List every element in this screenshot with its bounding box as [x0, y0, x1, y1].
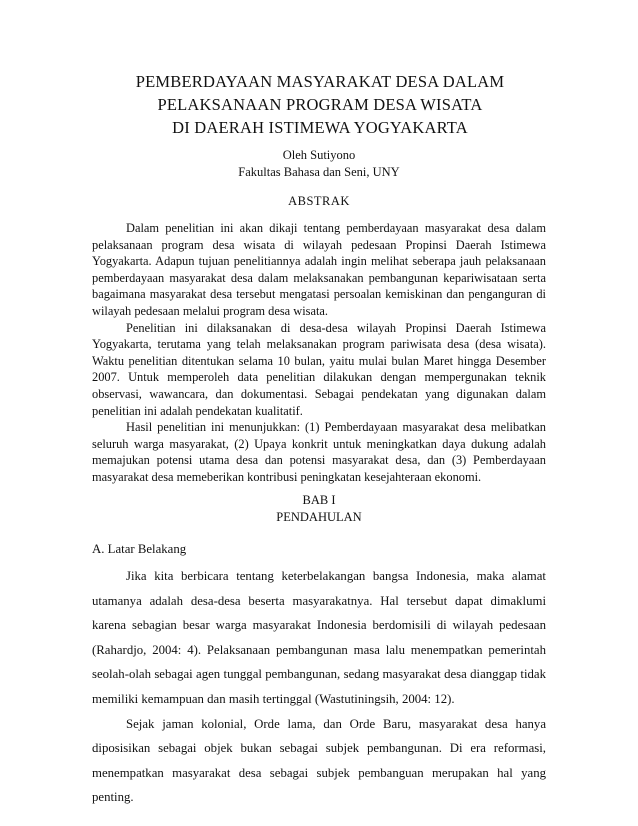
author-block: [0, 147, 638, 181]
author-name: Oleh Sutiyono: [282, 148, 356, 162]
title-line-1: PEMBERDAYAAN MASYARAKAT DESA DALAM: [135, 72, 505, 91]
title-line-3: DI DAERAH ISTIMEWA YOGYAKARTA: [172, 118, 468, 137]
section-heading: A. Latar Belakang: [92, 542, 187, 556]
author-affiliation: Fakultas Bahasa dan Seni, UNY: [238, 165, 400, 179]
title-line-2: PELAKSANAAN PROGRAM DESA WISATA: [157, 95, 483, 114]
chapter-title: PENDAHULAN: [276, 510, 362, 524]
section-body: [92, 564, 546, 810]
abstract-paragraph: Dalam penelitian ini akan dikaji tentang pemberdayaan masyarakat desa dalam pelaksanaan program desa wisata di wilayah pedesaan Propinsi Daerah Istimewa Yogyakarta. Adapun tujuan penelitiannya adalah ingin melihat seberapa jauh pelaksanaan pemberdayaan masyarakat desa dalam melaksanakan pembangunan kepariwisataan serta bagaimana masyarakat desa tersebut mengatasi persoalan kemiskinan dan penganguran di wilayah pedesaan melalui program desa wisata.: [92, 221, 546, 318]
abstract-paragraph: Hasil penelitian ini menunjukkan: (1) Pemberdayaan masyarakat desa melibatkan seluruh warga masyarakat, (2) Upaya konkrit untuk meningkatkan daya dukung adalah memajukan potensi utama desa dan potensi masyarakat desa, dan (3) Pemberdayaan masyarakat desa memeberikan kontribusi peningkatan kesejahteraan ekonomi.: [92, 420, 546, 484]
abstract-body: [92, 220, 546, 486]
body-paragraph: Sejak jaman kolonial, Orde lama, dan Orde Baru, masyarakat desa hanya diposisikan sebagai objek bukan sebagai subjek pembangunan. Di era reformasi, menempatkan masyarakat desa sebagai subjek pembanguan merupakan hal yang penting.: [92, 716, 546, 805]
chapter-number: BAB I: [302, 493, 336, 507]
abstract-heading: ABSTRAK: [288, 194, 350, 208]
abstract-paragraph: Penelitian ini dilaksanakan di desa-desa wilayah Propinsi Daerah Istimewa Yogyakarta, terutama yang telah melaksanakan program pariwisata desa (desa wisata). Waktu penelitian ditentukan selama 10 bulan, yaitu mulai bulan Maret hingga Desember 2007. Untuk memperoleh data penelitian dilakukan dengan mempergunakan teknik observasi, wawancara, dan dokumentasi. Sebagai pendekatan yang digunakan dalam penelitian ini adalah pendekatan kualitatif.: [92, 320, 546, 418]
chapter-heading: [0, 492, 638, 526]
paper-title: [60, 70, 580, 139]
body-paragraph: Jika kita berbicara tentang keterbelakangan bangsa Indonesia, maka alamat utamanya adalah desa-desa beserta masyarakatnya. Hal tersebut dapat dimaklumi karena sebagian besar warga masyarakat Indonesia berdomisili di wilayah pedesaan (Rahardjo, 2004: 4). Pelaksanaan pembangunan masa lalu menempatkan pemerintah seolah-olah sebagai agen tunggal pembangunan, sedang masyarakat desa dianggap tidak memiliki kemampuan dan masih tertinggal (Wastutiningsih, 2004: 12).: [92, 569, 546, 706]
